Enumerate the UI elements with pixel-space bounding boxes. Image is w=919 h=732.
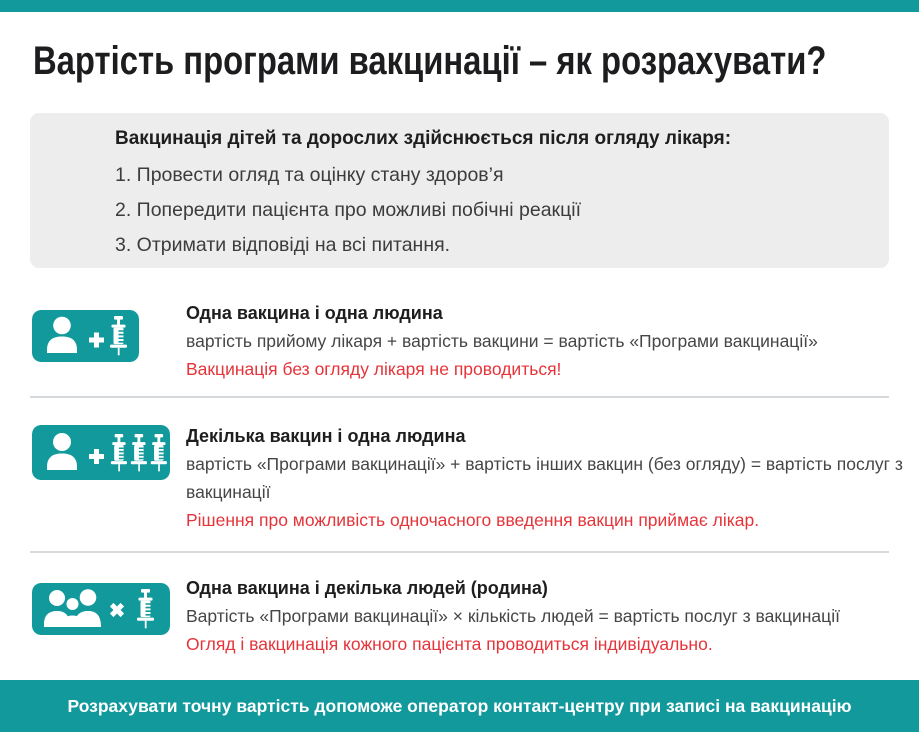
section-body: вартість прийому лікаря + вартість вакцини = вартість «Програми вакцинації» (186, 331, 818, 351)
section-body: вартість «Програми вакцинації» + вартість інших вакцин (без огляду) = вартість послуг з вакцинації (186, 454, 908, 502)
section-divider (30, 396, 889, 398)
section-body: Вартість «Програми вакцинації» × кількість людей = вартість послуг з вакцинації (186, 606, 840, 626)
person-plus-syringe-icon (32, 310, 139, 362)
section-several-vaccines-one-person (30, 424, 908, 536)
section-warning-note: Вакцинація без огляду лікаря не проводиться! (186, 359, 562, 379)
section-text-block (186, 301, 912, 383)
section-text-block (186, 424, 912, 534)
person-plus-three-syringes-icon (32, 425, 170, 480)
section-warning-note: Огляд і вакцинація кожного пацієнта проводиться індивідуально. (186, 634, 713, 654)
section-heading: Одна вакцина і одна людина (186, 303, 443, 323)
doctor-exam-info-box (30, 113, 889, 268)
section-one-vaccine-family (30, 576, 889, 662)
section-heading: Одна вакцина і декілька людей (родина) (186, 578, 548, 598)
section-warning-note: Рішення про можливість одночасного введення вакцин приймає лікар. (186, 510, 760, 530)
info-list-item: 2. Попередити пацієнта про можливі побічні реакції (115, 199, 582, 221)
footer-text: Розрахувати точну вартість допоможе оператор контакт-центру при записі на вакцинацію (67, 695, 852, 716)
page-title: Вартість програми вакцинації – як розрахувати? (33, 39, 827, 83)
family-times-syringe-icon (32, 583, 170, 635)
section-divider (30, 551, 889, 553)
top-accent-bar (0, 0, 919, 12)
footer-bar (0, 680, 919, 732)
info-box-heading: Вакцинація дітей та дорослих здійснюється після огляду лікаря: (115, 128, 732, 149)
section-one-vaccine-one-person (30, 301, 889, 397)
info-box-list (115, 158, 869, 263)
info-list-item: 3. Отримати відповіді на всі питання. (115, 234, 451, 256)
info-list-item: 1. Провести огляд та оцінку стану здоров’я (115, 164, 504, 186)
section-text-block (186, 576, 912, 658)
section-heading: Декілька вакцин і одна людина (186, 426, 466, 446)
